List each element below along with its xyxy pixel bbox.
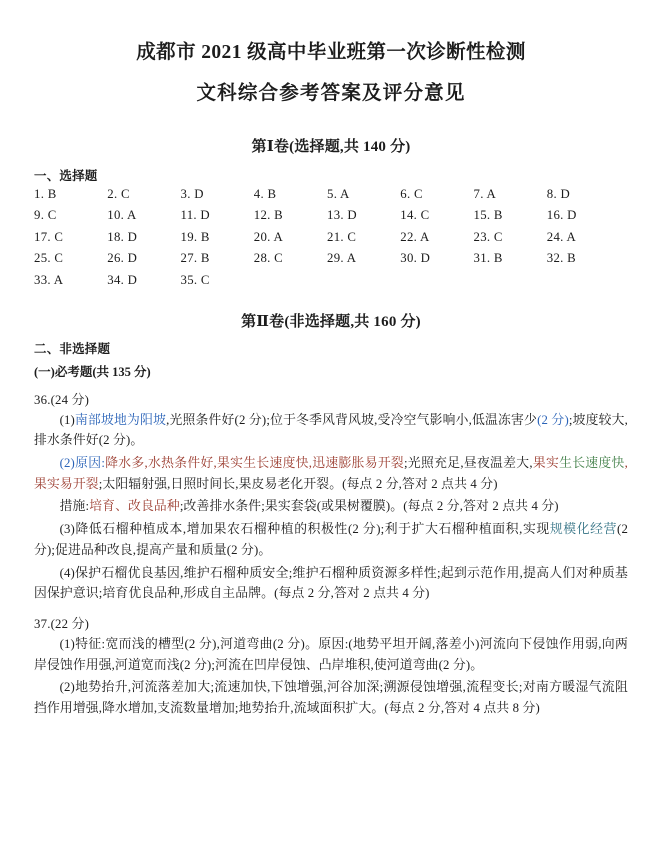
answer-paragraph: [34, 519, 628, 560]
answer-paragraph: [34, 496, 628, 517]
answer-cell: 21. C: [327, 229, 357, 244]
answer-cell: 19. B: [180, 229, 210, 244]
answer-cell: 26. D: [107, 251, 138, 265]
paper-one-heading: 第Ⅰ卷(选择题,共 140 分): [251, 138, 411, 155]
answer-cell: 14. C: [400, 208, 430, 222]
multiple-choice-section-label: 一、选择题: [34, 168, 98, 183]
answer-cell: 7. A: [473, 186, 497, 201]
answer-cell: 22. A: [400, 229, 430, 244]
answer-text-segment: ;坡度较大,排水条件好(2 分)。: [34, 412, 629, 448]
answer-text-segment: (4)保护石榴优良基因,维护石榴种质安全;维护石榴种质资源多样性;起到示范作用,提高人们对种质基因保护意识;培育优良品种,形成自主品牌。(每点 2 分,答对 2 点共 4 分): [34, 565, 628, 601]
answer-paragraph: [34, 634, 628, 675]
answer-cell: 11. D: [180, 208, 210, 222]
answer-cell: 9. C: [34, 208, 57, 222]
question-number: 36.(24 分): [34, 392, 90, 407]
answer-cell: 13. D: [327, 208, 357, 222]
required-questions-label: (一)必考题(共 135 分): [34, 364, 151, 379]
answer-cell: 28. C: [253, 251, 283, 265]
answer-cell: 12. B: [253, 208, 283, 222]
answer-paragraph: [34, 453, 628, 494]
document-title: 成都市 2021 级高中毕业班第一次诊断性检测: [136, 42, 526, 63]
answer-cell: 4. B: [253, 186, 277, 201]
answer-cell: 34. D: [107, 272, 138, 287]
answer-cell: 23. C: [473, 229, 503, 244]
answer-cell: 2. C: [107, 186, 130, 201]
answer-text-segment: 果实: [532, 455, 560, 470]
answer-text-segment: 培育、改良品种: [89, 499, 180, 514]
answer-text-segment: (1): [59, 412, 75, 427]
answer-cell: 17. C: [34, 229, 64, 244]
multiple-choice-answer-grid: [34, 187, 628, 288]
answer-cell: 20. A: [253, 229, 283, 244]
answer-cell: 35. C: [180, 272, 210, 287]
answer-text-segment: ;光照充足,昼夜温差大,: [404, 455, 533, 470]
answer-text-segment: 措施:: [59, 499, 90, 514]
answer-text-segment: ,光照条件好(2 分);位于冬季风背风坡,受冷空气影响小,低温冻害少: [166, 412, 538, 427]
answer-text-segment: (3)降低石榴种植成本,增加果农石榴种植的积极性(2 分);利于扩大石榴种植面积,实现: [59, 522, 550, 537]
answer-paragraph: [34, 563, 628, 604]
answer-cell: 8. D: [546, 186, 570, 201]
answer-cell: 29. A: [327, 251, 357, 265]
answer-cell: 32. B: [546, 251, 576, 265]
paper-two-heading: 第Ⅱ卷(非选择题,共 160 分): [241, 313, 421, 330]
answer-cell: 27. B: [180, 251, 210, 265]
answer-cell: 25. C: [34, 251, 64, 265]
answer-text-segment: 规模化经营: [549, 522, 618, 537]
answer-cell: 6. C: [400, 186, 423, 201]
answer-text-segment: ;太阳辐射强,日照时间长,果皮易老化开裂。(每点 2 分,答对 2 点共 4 分): [98, 476, 498, 491]
free-response-section-label: 二、非选择题: [34, 341, 111, 356]
answer-text-segment: (2 分): [537, 412, 569, 427]
answer-text-segment: ;改善排水条件;果实套袋(或果树覆膜)。(每点 2 分,答对 2 点共 4 分): [179, 499, 559, 514]
answer-text-segment: (2)地势抬升,河流落差加大;流速加快,下蚀增强,河谷加深;溯源侵蚀增强,流程变长;对南方暖湿气流阻挡作用增强,降水增加,支流数量增加;地势抬升,流域面积扩大。(每点 2 分,答对 4 点共 8 分): [34, 680, 628, 716]
answer-text-segment: ,果实易开裂: [34, 455, 628, 491]
answer-text-segment: (2): [59, 455, 75, 470]
answer-text-segment: 原因:: [74, 455, 106, 470]
free-response-questions: [34, 389, 628, 719]
answer-cell: 1. B: [34, 186, 57, 201]
answer-cell: 18. D: [107, 229, 138, 244]
document-subtitle: 文科综合参考答案及评分意见: [196, 83, 466, 105]
answer-paragraph: [34, 677, 628, 718]
answer-cell: 15. B: [473, 208, 503, 222]
answer-paragraph: [34, 410, 628, 451]
answer-text-segment: (2 分);促进品种改良,提高产量和质量(2 分)。: [34, 522, 628, 557]
answer-cell: 31. B: [473, 251, 503, 265]
answer-text-segment: 生长速度快: [559, 455, 625, 470]
answer-text-segment: (1)特征:宽而浅的槽型(2 分),河道弯曲(2 分)。原因:(地势平坦开阔,落差小)河流向下侵蚀作用弱,向两岸侵蚀作用强,河道宽而浅(2 分);河流在凹岸侵蚀、凸岸堆积,使河道弯曲(2 分)。: [34, 636, 628, 672]
answer-text-segment: 降水多,水热条件好,果实生长速度快,迅速膨胀易开裂: [105, 455, 405, 470]
answer-cell: 24. A: [546, 229, 576, 244]
answer-text-segment: 南部坡地为阳坡: [74, 412, 167, 427]
answer-cell: 5. A: [327, 186, 350, 201]
question-number: 37.(22 分): [34, 616, 90, 631]
answer-cell: 30. D: [400, 251, 431, 265]
answer-cell: 10. A: [107, 208, 137, 222]
answer-cell: 3. D: [180, 186, 204, 201]
answer-cell: 33. A: [34, 272, 64, 287]
answer-cell: 16. D: [546, 208, 577, 222]
